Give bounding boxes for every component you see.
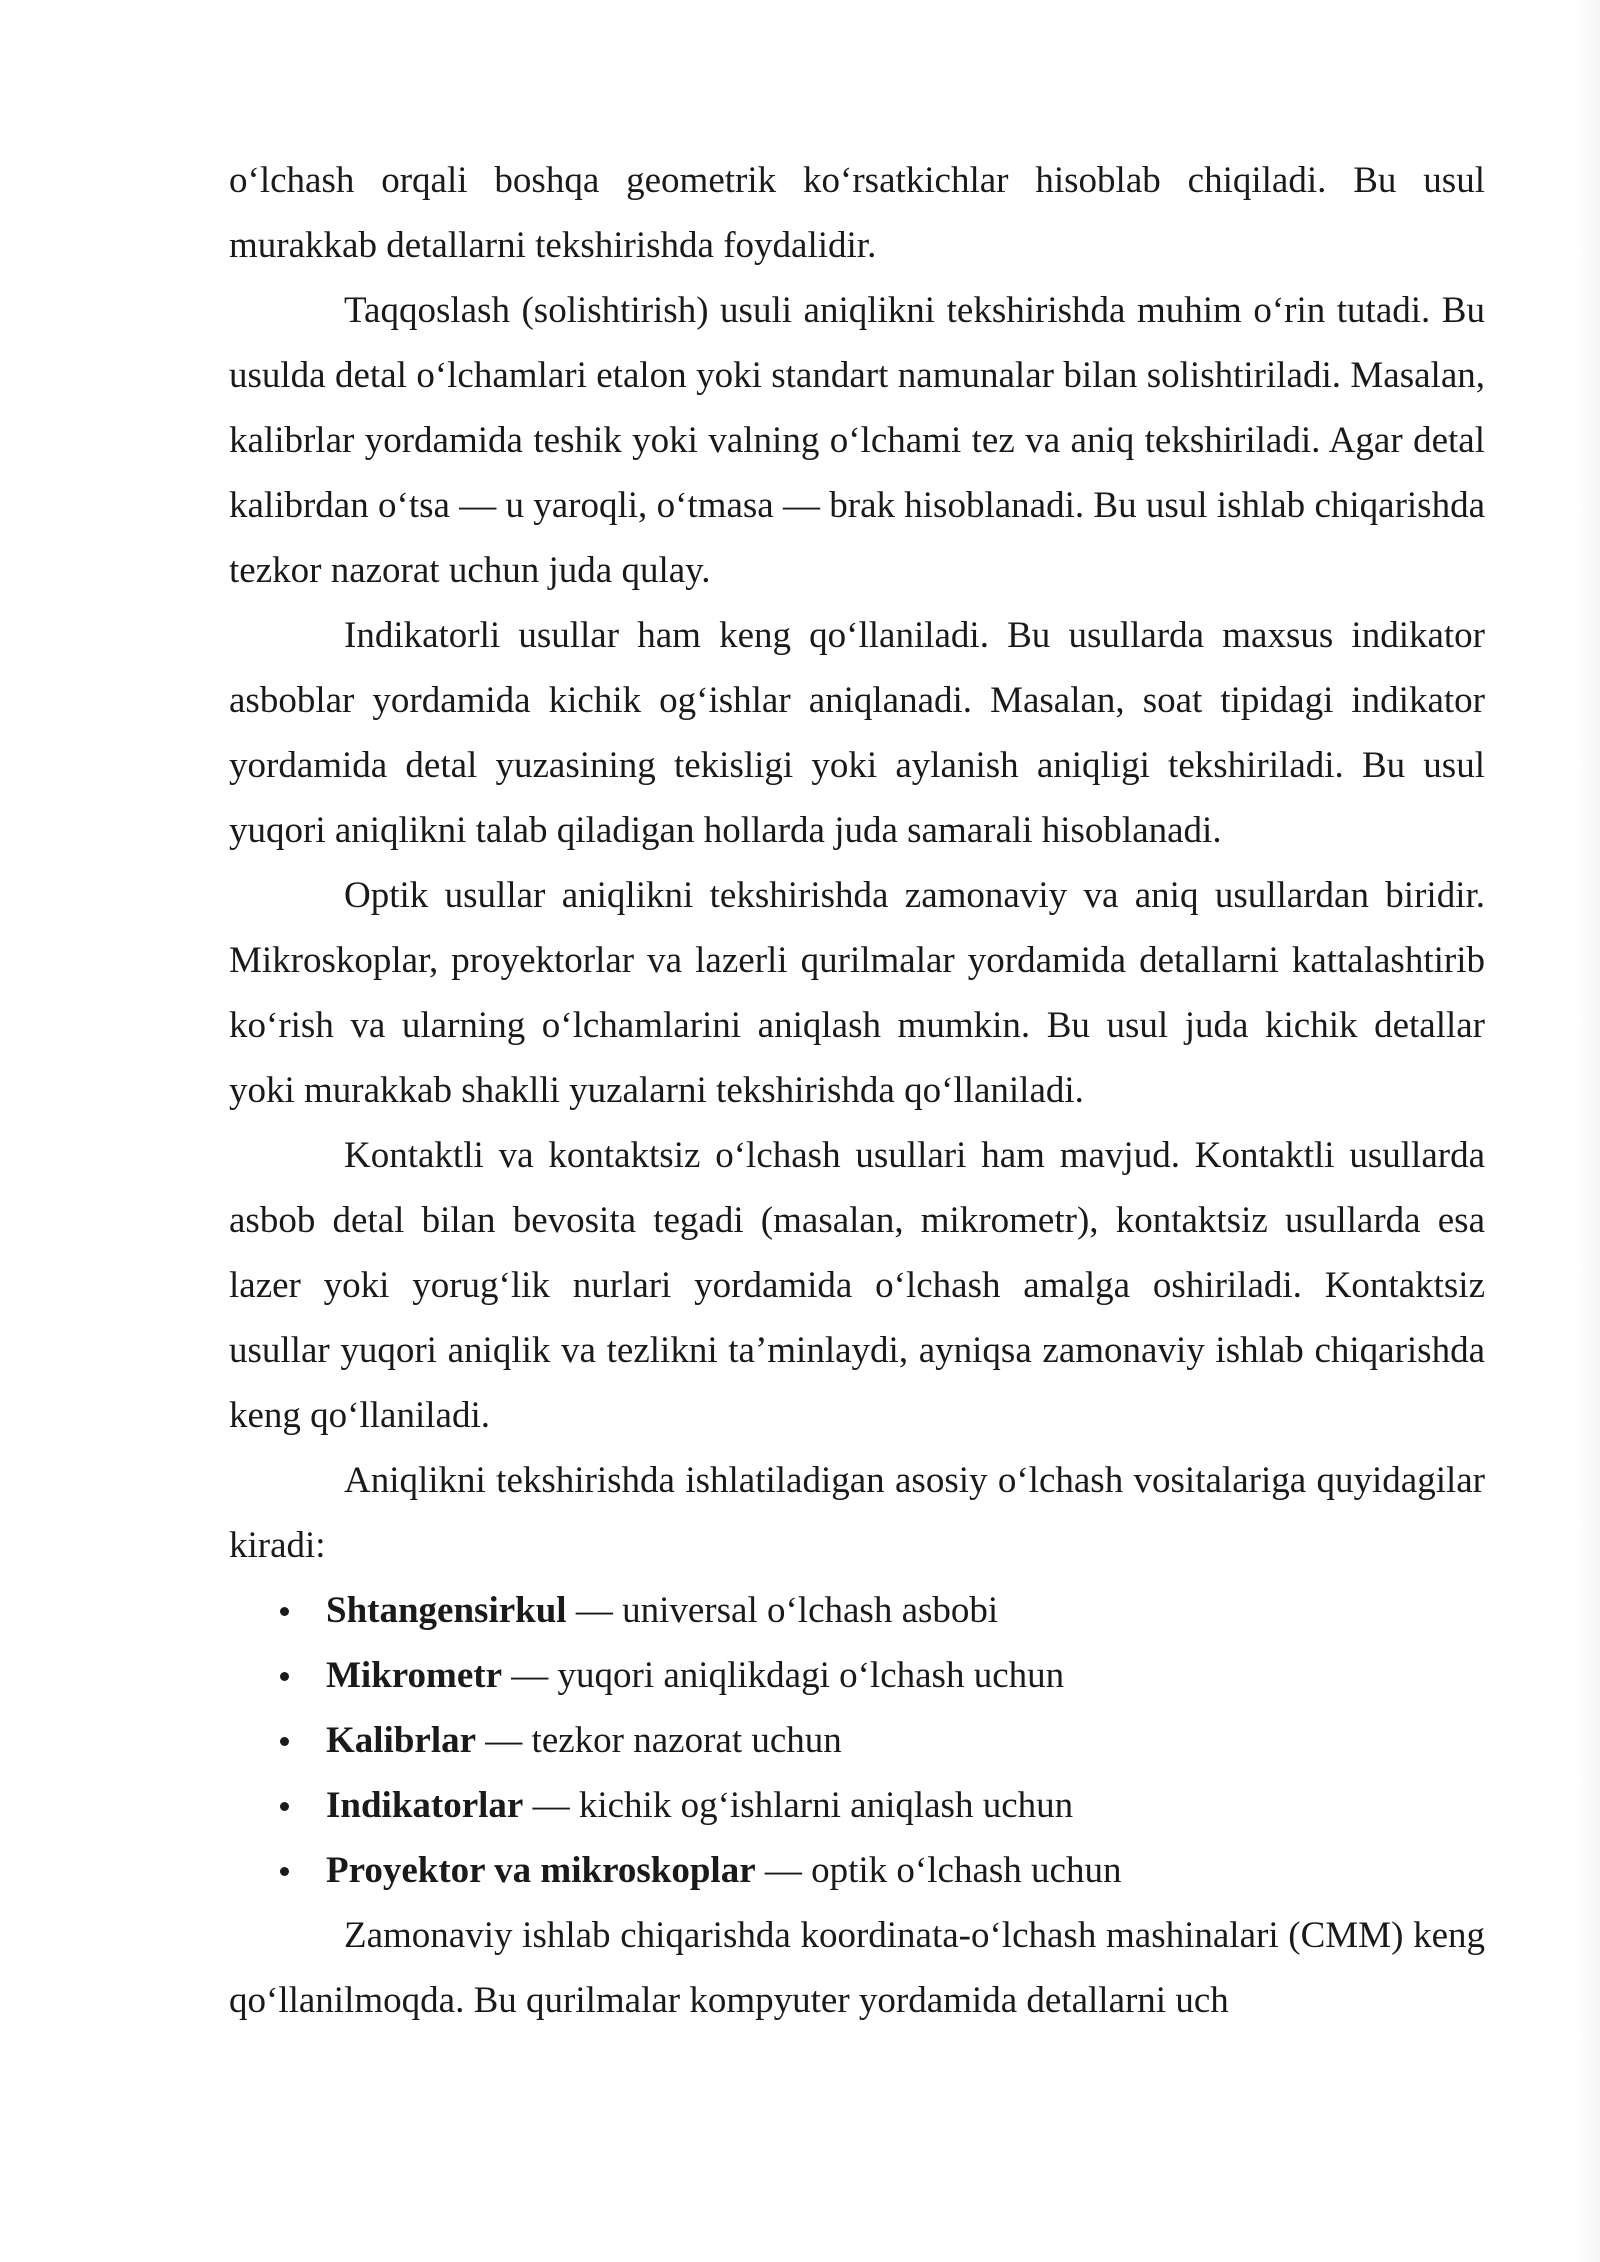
bullet-icon xyxy=(280,1607,289,1616)
bullet-icon xyxy=(280,1672,289,1681)
page-edge-shadow xyxy=(1578,0,1600,2262)
paragraph-continuation: o‘lchash orqali boshqa geometrik ko‘rsatkichlar hisoblab chiqiladi. Bu usul murakkab detallarni tekshirishda foydalidir. xyxy=(229,160,1485,266)
bullet-icon xyxy=(280,1802,289,1811)
list-item-desc: — tezkor nazorat uchun xyxy=(476,1720,842,1761)
list-item-desc: — optik o‘lchash uchun xyxy=(755,1850,1122,1891)
list-item-term: Mikrometr xyxy=(326,1655,503,1696)
bullet-icon xyxy=(280,1867,289,1876)
paragraph-tools-intro: Aniqlikni tekshirishda ishlatiladigan asosiy o‘lchash vositalariga quyidagilar kiradi: xyxy=(229,1460,1485,1566)
list-item-desc: — universal o‘lchash asbobi xyxy=(566,1590,999,1631)
paragraph-optical-methods: Optik usullar aniqlikni tekshirishda zamonaviy va aniq usullardan biridir. Mikroskoplar, proyektorlar va lazerli qurilmalar yordamida detallarni kattalashtirib ko‘rish va ularning o‘lchamlarini aniqlash mumkin. Bu usul juda kichik detallar yoki murakkab shaklli yuzalarni tekshirishda qo‘llaniladi. xyxy=(229,875,1485,1111)
bullet-icon xyxy=(280,1737,289,1746)
list-item-desc: — yuqori aniqlikdagi o‘lchash uchun xyxy=(502,1655,1065,1696)
list-item-term: Proyektor va mikroskoplar xyxy=(326,1850,756,1891)
list-item-term: Shtangensirkul xyxy=(326,1590,567,1631)
document-page xyxy=(229,148,1485,2033)
list-item xyxy=(229,1838,1485,1903)
list-item xyxy=(229,1773,1485,1838)
paragraph-cmm: Zamonaviy ishlab chiqarishda koordinata-o‘lchash mashinalari (CMM) keng qo‘llanilmoqda. Bu qurilmalar kompyuter yordamida detallarni uch xyxy=(229,1915,1485,2021)
list-item-term: Kalibrlar xyxy=(326,1720,477,1761)
tools-list xyxy=(229,1578,1485,1903)
list-item xyxy=(229,1708,1485,1773)
list-item xyxy=(229,1578,1485,1643)
list-item xyxy=(229,1643,1485,1708)
list-item-desc: — kichik og‘ishlarni aniqlash uchun xyxy=(523,1785,1074,1826)
list-item-term: Indikatorlar xyxy=(326,1785,524,1826)
paragraph-comparison-method: Taqqoslash (solishtirish) usuli aniqlikni tekshirishda muhim o‘rin tutadi. Bu usulda detal o‘lchamlari etalon yoki standart namunalar bilan solishtiriladi. Masalan, kalibrlar yordamida teshik yoki valning o‘lchami tez va aniq tekshiriladi. Agar detal kalibrdan o‘tsa — u yaroqli, o‘tmasa — brak hisoblanadi. Bu usul ishlab chiqarishda tezkor nazorat uchun juda qulay. xyxy=(229,290,1485,591)
paragraph-indicator-methods: Indikatorli usullar ham keng qo‘llaniladi. Bu usullarda maxsus indikator asboblar yordamida kichik og‘ishlar aniqlanadi. Masalan, soat tipidagi indikator yordamida detal yuzasining tekisligi yoki aylanish aniqligi tekshiriladi. Bu usul yuqori aniqlikni talab qiladigan hollarda juda samarali hisoblanadi. xyxy=(229,615,1485,851)
paragraph-contact-methods: Kontaktli va kontaktsiz o‘lchash usullari ham mavjud. Kontaktli usullarda asbob detal bilan bevosita tegadi (masalan, mikrometr), kontaktsiz usullarda esa lazer yoki yorug‘lik nurlari yordamida o‘lchash amalga oshiriladi. Kontaktsiz usullar yuqori aniqlik va tezlikni ta’minlaydi, ayniqsa zamonaviy ishlab chiqarishda keng qo‘llaniladi. xyxy=(229,1135,1485,1436)
